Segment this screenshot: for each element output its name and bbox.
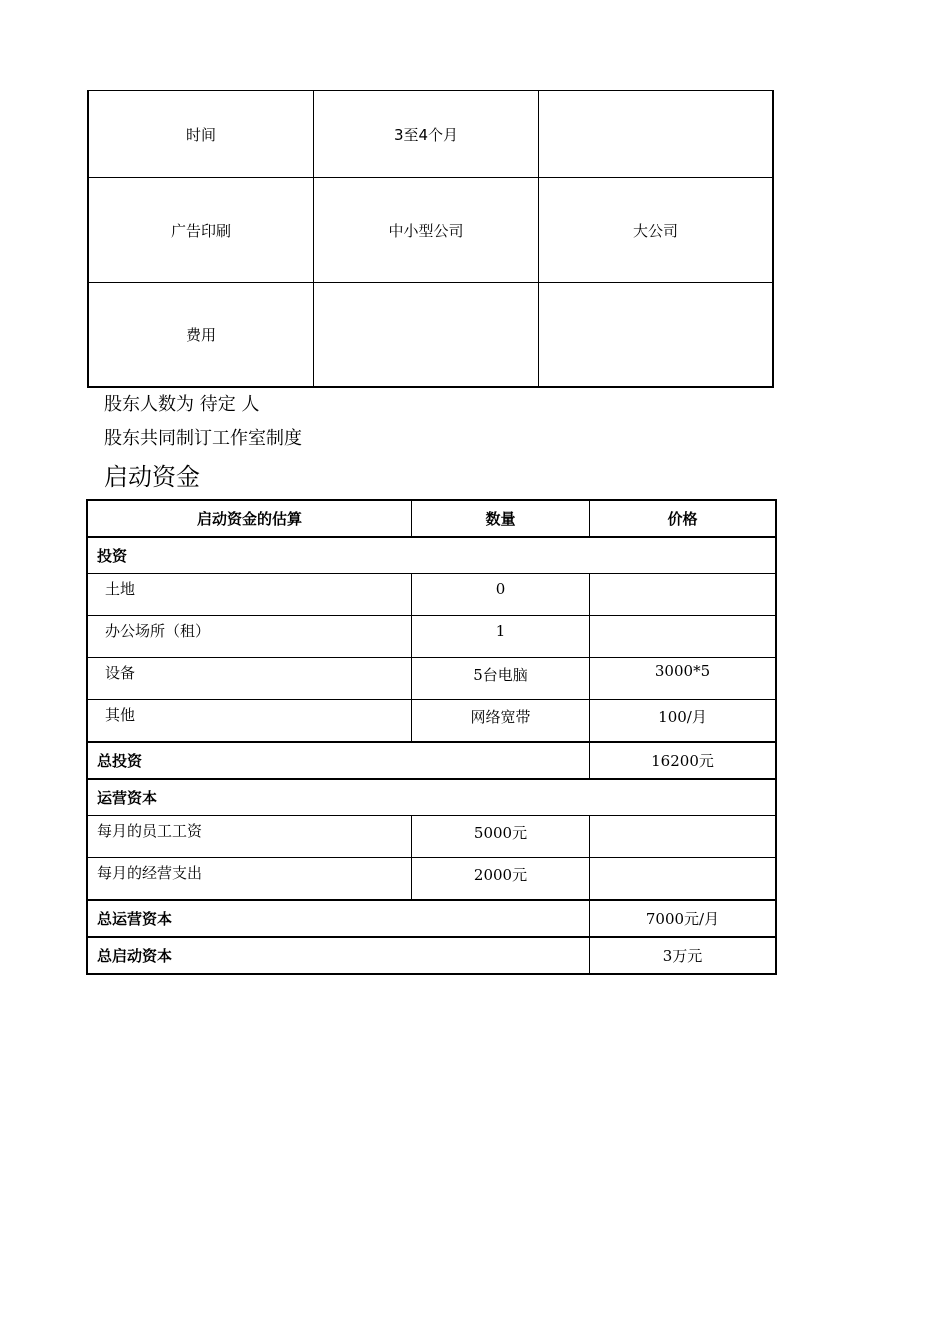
table-row [87, 574, 776, 616]
table-row [87, 700, 776, 743]
item-price [590, 574, 777, 616]
item-label: 每月的员工工资 [87, 816, 412, 858]
section-title: 运营资本 [87, 779, 776, 816]
table-cell: 费用 [88, 283, 314, 387]
section-title: 投资 [87, 537, 776, 574]
item-price: 100/月 [590, 700, 777, 743]
item-qty: 1 [412, 616, 590, 658]
header-price: 价格 [590, 500, 777, 537]
table-cell: 大公司 [539, 178, 774, 283]
total-value: 7000元/月 [590, 900, 777, 937]
table-row [88, 91, 773, 178]
item-label: 土地 [87, 574, 412, 616]
table-cell: 时间 [88, 91, 314, 178]
shareholders-count-text: 股东人数为 待定 人 [104, 394, 260, 415]
table-cell [539, 91, 774, 178]
total-value: 16200元 [590, 742, 777, 779]
table-cell [314, 283, 539, 387]
total-label: 总投资 [87, 742, 590, 779]
schedule-cost-table [87, 90, 774, 388]
table-header-row [87, 500, 776, 537]
table-cell: 3至4个月 [314, 91, 539, 178]
table-row [87, 616, 776, 658]
item-price: 3000*5 [590, 658, 777, 700]
header-estimate: 启动资金的估算 [87, 500, 412, 537]
item-label: 设备 [87, 658, 412, 700]
total-operating-row [87, 900, 776, 937]
total-investment-row [87, 742, 776, 779]
item-price [590, 616, 777, 658]
table-row [87, 858, 776, 901]
item-price [590, 858, 777, 901]
table-cell [539, 283, 774, 387]
section-row-investment [87, 537, 776, 574]
table-row [88, 283, 773, 387]
item-qty: 5000元 [412, 816, 590, 858]
item-label: 办公场所（租） [87, 616, 412, 658]
item-label: 其他 [87, 700, 412, 743]
total-label: 总启动资本 [87, 937, 590, 974]
section-heading: 启动资金 [104, 463, 200, 491]
total-label: 总运营资本 [87, 900, 590, 937]
grand-total-row [87, 937, 776, 974]
item-qty: 0 [412, 574, 590, 616]
item-qty: 网络宽带 [412, 700, 590, 743]
item-qty: 2000元 [412, 858, 590, 901]
table-row [88, 178, 773, 283]
total-value: 3万元 [590, 937, 777, 974]
item-price [590, 816, 777, 858]
table-row [87, 658, 776, 700]
table-row [87, 816, 776, 858]
item-qty: 5台电脑 [412, 658, 590, 700]
shareholders-rules-text: 股东共同制订工作室制度 [104, 428, 302, 449]
startup-capital-table [86, 499, 777, 975]
item-label: 每月的经营支出 [87, 858, 412, 901]
table-cell: 广告印刷 [88, 178, 314, 283]
section-row-operating [87, 779, 776, 816]
header-quantity: 数量 [412, 500, 590, 537]
table-cell: 中小型公司 [314, 178, 539, 283]
